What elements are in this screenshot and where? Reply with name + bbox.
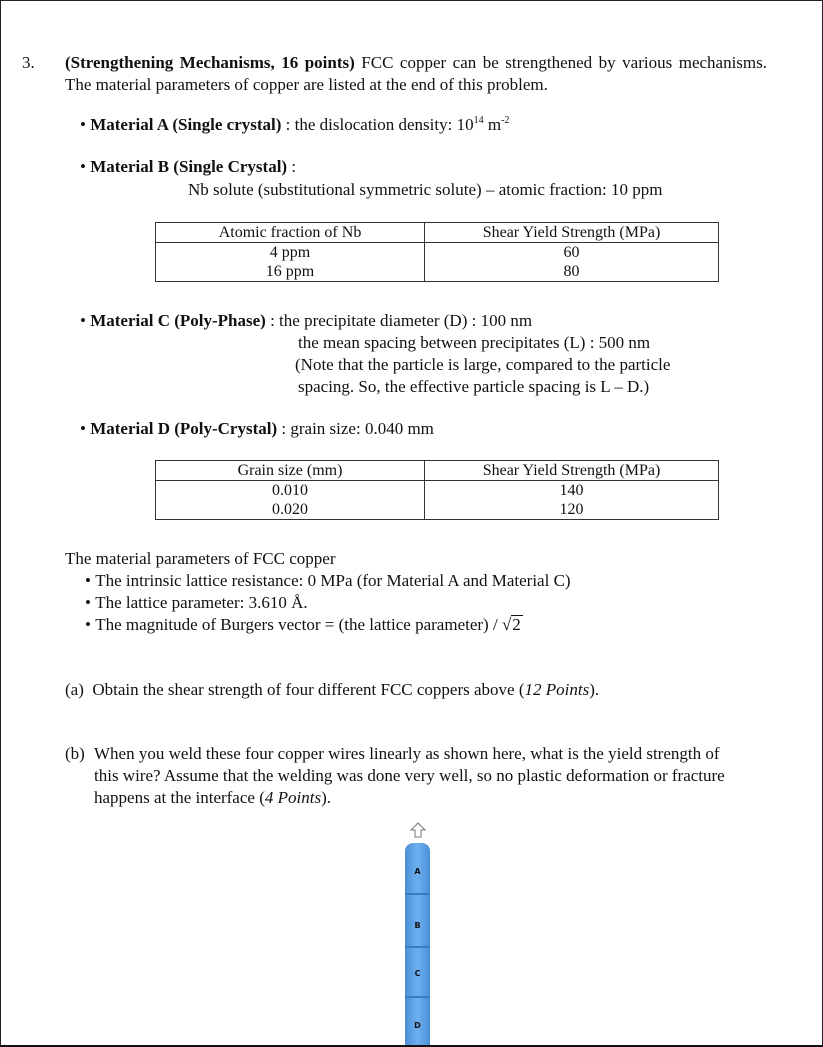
material-a: • Material A (Single crystal) : the dislocation density: $10^{14}$ $m^{-2}$ <box>80 115 510 134</box>
problem-title: (Strengthening Mechanisms, 16 points) <box>65 53 355 72</box>
table-d-cell: 120 <box>425 500 719 520</box>
table-d-cell: 0.010 <box>156 481 425 501</box>
material-c-text: : the precipitate diameter (D) : 100 nm <box>270 311 533 330</box>
parameter-item: • The intrinsic lattice resistance: 0 MPa (for Material A and Material C) <box>85 571 571 590</box>
material-b-label: Material B (Single Crystal) <box>90 157 288 176</box>
table-d-header-0: Grain size (mm) <box>156 461 425 481</box>
question-b-line1: When you weld these four copper wires linearly as shown here, what is the yield strength of <box>94 744 720 763</box>
table-d-header-1: Shear Yield Strength (MPa) <box>425 461 719 481</box>
question-a-label: (a) <box>65 680 84 699</box>
parameter-item: • The magnitude of Burgers vector = (the lattice parameter) / √2 <box>85 615 521 634</box>
table-b-header-0: Atomic fraction of Nb <box>156 223 425 243</box>
material-a-unit-exp: -2 <box>501 115 510 126</box>
material-b: • Material B (Single Crystal) : <box>80 157 297 176</box>
table-b-cell: 80 <box>425 262 719 282</box>
material-d-label: Material D (Poly-Crystal) <box>90 419 278 438</box>
parameters-heading: The material parameters of FCC copper <box>65 549 336 568</box>
material-c-line2: the mean spacing between precipitates (L) : 500 nm <box>298 333 651 352</box>
table-b-cell: 16 ppm <box>156 262 425 282</box>
weld-joint <box>405 893 430 895</box>
welded-wire <box>405 843 430 1047</box>
material-a-unit: m <box>483 115 502 134</box>
question-b-label: (b) <box>65 744 85 763</box>
sqrt-symbol: √2 <box>501 615 521 634</box>
material-d-text: : grain size: 0.040 mm <box>281 419 434 438</box>
question-a: (a) Obtain the shear strength of four different FCC coppers above (12 Points). <box>65 680 600 699</box>
question-b-points: 4 Points <box>264 788 322 807</box>
table-b-header-1: Shear Yield Strength (MPa) <box>425 223 719 243</box>
table-b-cell: 60 <box>425 243 719 263</box>
question-a-text: Obtain the shear strength of four different FCC coppers above ( <box>92 680 525 699</box>
material-b-detail: Nb solute (substitutional symmetric solute) – atomic fraction: 10 ppm <box>188 180 663 199</box>
problem-number: 3. <box>22 53 35 72</box>
material-c-line4: spacing. So, the effective particle spacing is L – D.) <box>298 377 650 396</box>
problem-intro <box>65 52 767 96</box>
material-a-label: Material A (Single crystal) <box>90 115 282 134</box>
weld-joint <box>405 946 430 948</box>
material-a-text: : the dislocation density: 10 <box>285 115 474 134</box>
wire-segment-a: A <box>414 867 421 876</box>
material-c-label: Material C (Poly-Phase) <box>90 311 266 330</box>
table-d-cell: 140 <box>425 481 719 501</box>
table-nb-strength <box>155 222 719 282</box>
material-c-line3: (Note that the particle is large, compared to the particle <box>295 355 671 374</box>
question-b-line3: happens at the interface (4 Points). <box>94 788 331 807</box>
up-arrow-icon <box>410 822 426 838</box>
wire-segment-b: B <box>414 921 421 930</box>
question-a-points: 12 Points <box>524 680 590 699</box>
weld-joint <box>405 996 430 998</box>
material-a-exp: 14 <box>473 115 484 126</box>
wire-segment-d: D <box>414 1021 421 1030</box>
parameter-item: • The lattice parameter: 3.610 Å. <box>85 593 308 612</box>
material-c: • Material C (Poly-Phase) : the precipitate diameter (D) : 100 nm <box>80 311 533 330</box>
material-b-text: : <box>291 157 297 176</box>
wire-segment-c: C <box>414 969 421 978</box>
intro-line2: mechanisms. The material parameters of copper are listed at the end of this problem. <box>65 53 768 94</box>
intro-line1: FCC copper can be strengthened by various <box>361 53 673 72</box>
question-b-line2: this wire? Assume that the welding was done very well, so no plastic deformation or fracture <box>94 766 725 785</box>
table-d-cell: 0.020 <box>156 500 425 520</box>
table-b-cell: 4 ppm <box>156 243 425 263</box>
material-d: • Material D (Poly-Crystal) : grain size: 0.040 mm <box>80 419 434 438</box>
table-grain-strength <box>155 460 719 520</box>
